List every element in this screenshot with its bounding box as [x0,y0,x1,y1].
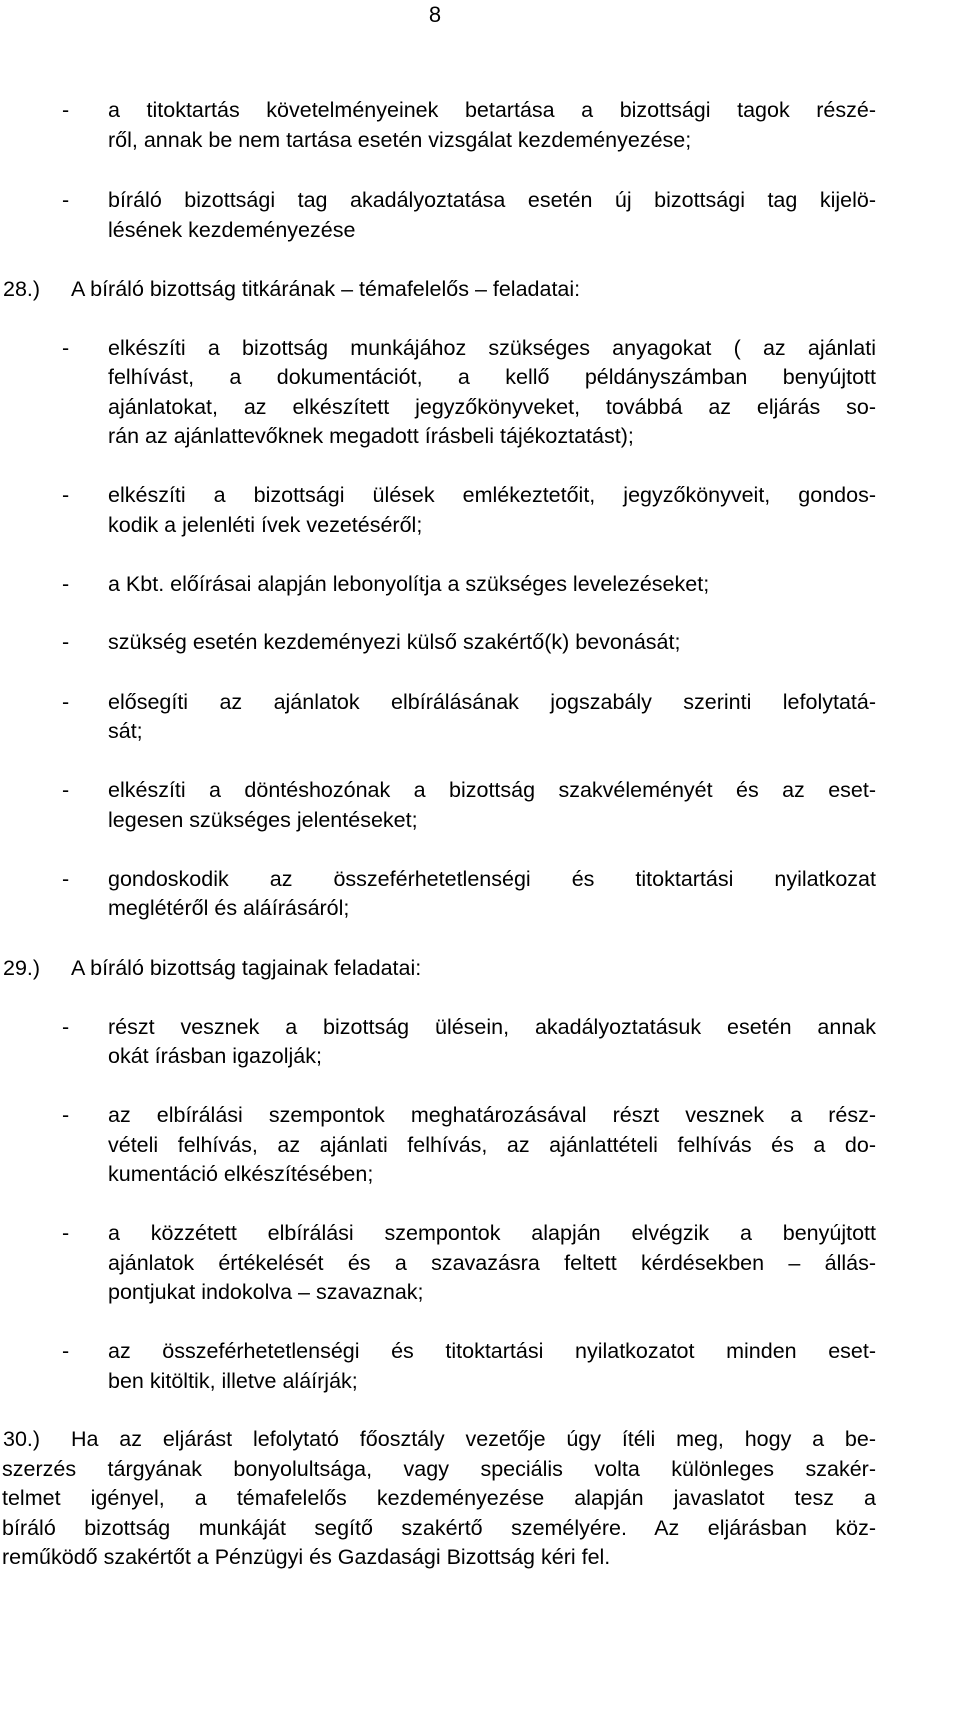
list-item-text-line: részt vesznek a bizottság ülésein, akadályoztatásuk esetén annak [108,1015,876,1039]
section-number: 29.) [3,956,41,980]
list-item-text-line: az összeférhetetlenségi és titoktartási nyilatkozatot minden eset- [108,1339,876,1363]
list-item-text-line: vételi felhívás, az ajánlati felhívás, az ajánlattételi felhívás és a do- [108,1133,876,1157]
list-item-text-line: ajánlatokat, az elkészített jegyzőkönyveket, továbbá az eljárás so- [108,395,876,419]
list-item-text-line: kumentáció elkészítésében; [108,1162,374,1186]
list-bullet-dash: - [62,1015,70,1039]
list-item-text-line: elkészíti a bizottság munkájához szükséges anyagokat ( az ajánlati [108,336,876,360]
list-item-text-line: szükség esetén kezdeményezi külső szakértő(k) bevonását; [108,630,681,654]
list-bullet-dash: - [62,572,70,596]
section-text-line: bíráló bizottság munkáját segítő szakértő személyére. Az eljárásban köz- [2,1516,876,1540]
list-bullet-dash: - [62,188,70,212]
list-item-text-line: a titoktartás követelményeinek betartása a bizottsági tagok részé- [108,98,876,122]
list-bullet-dash: - [62,98,70,122]
list-item-text-line: bíráló bizottsági tag akadályoztatása esetén új bizottsági tag kijelö- [108,188,876,212]
list-bullet-dash: - [62,690,70,714]
section-text-line: reműködő szakértőt a Pénzügyi és Gazdasági Bizottság kéri fel. [2,1545,611,1569]
list-item-text-line: a közzétett elbírálási szempontok alapján elvégzik a benyújtott [108,1221,876,1245]
list-item-text-line: felhívást, a dokumentációt, a kellő példányszámban benyújtott [108,365,876,389]
list-item-text-line: ajánlatok értékelését és a szavazásra feltett kérdésekben – állás- [108,1251,876,1275]
section-number: 30.) [3,1427,41,1451]
list-item-text-line: az elbírálási szempontok meghatározásával részt vesznek a rész- [108,1103,876,1127]
list-item-text-line: elkészíti a döntéshozónak a bizottság szakvéleményét és az eset- [108,778,876,802]
list-bullet-dash: - [62,1339,70,1363]
list-bullet-dash: - [62,630,70,654]
list-item-text-line: ben kitöltik, illetve aláírják; [108,1369,358,1393]
list-item-text-line: rán az ajánlattevőknek megadott írásbeli tájékoztatást); [108,424,634,448]
list-item-text-line: okát írásban igazolják; [108,1044,322,1068]
list-item-text-line: kodik a jelenléti ívek vezetéséről; [108,513,423,537]
list-bullet-dash: - [62,1103,70,1127]
section-text-line: telmet igényel, a témafelelős kezdeményezése alapján javaslatot tesz a [2,1486,876,1510]
list-bullet-dash: - [62,867,70,891]
section-text-line: A bíráló bizottság titkárának – témafelelős – feladatai: [71,277,581,301]
section-number: 28.) [3,277,41,301]
list-item-text-line: sát; [108,719,143,743]
list-item-text-line: gondoskodik az összeférhetetlenségi és titoktartási nyilatkozat [108,867,876,891]
list-item-text-line: meglétéről és aláírásáról; [108,896,350,920]
list-bullet-dash: - [62,778,70,802]
list-bullet-dash: - [62,336,70,360]
list-item-text-line: a Kbt. előírásai alapján lebonyolítja a szükséges levelezéseket; [108,572,710,596]
list-bullet-dash: - [62,1221,70,1245]
page-number: 8 [428,2,442,27]
section-text-line: szerzés tárgyának bonyolultsága, vagy speciális volta különleges szakér- [2,1457,876,1481]
list-item-text-line: elkészíti a bizottsági ülések emlékeztetőit, jegyzőkönyveit, gondos- [108,483,876,507]
list-bullet-dash: - [62,483,70,507]
list-item-text-line: legesen szükséges jelentéseket; [108,808,418,832]
section-text-line: A bíráló bizottság tagjainak feladatai: [71,956,422,980]
list-item-text-line: pontjukat indokolva – szavaznak; [108,1280,424,1304]
list-item-text-line: elősegíti az ajánlatok elbírálásának jogszabály szerinti lefolytatá- [108,690,876,714]
list-item-text-line: ről, annak be nem tartása esetén vizsgálat kezdeményezése; [108,128,692,152]
list-item-text-line: lésének kezdeményezése [108,218,356,242]
section-text-line: Ha az eljárást lefolytató főosztály vezetője úgy ítéli meg, hogy a be- [71,1427,876,1451]
